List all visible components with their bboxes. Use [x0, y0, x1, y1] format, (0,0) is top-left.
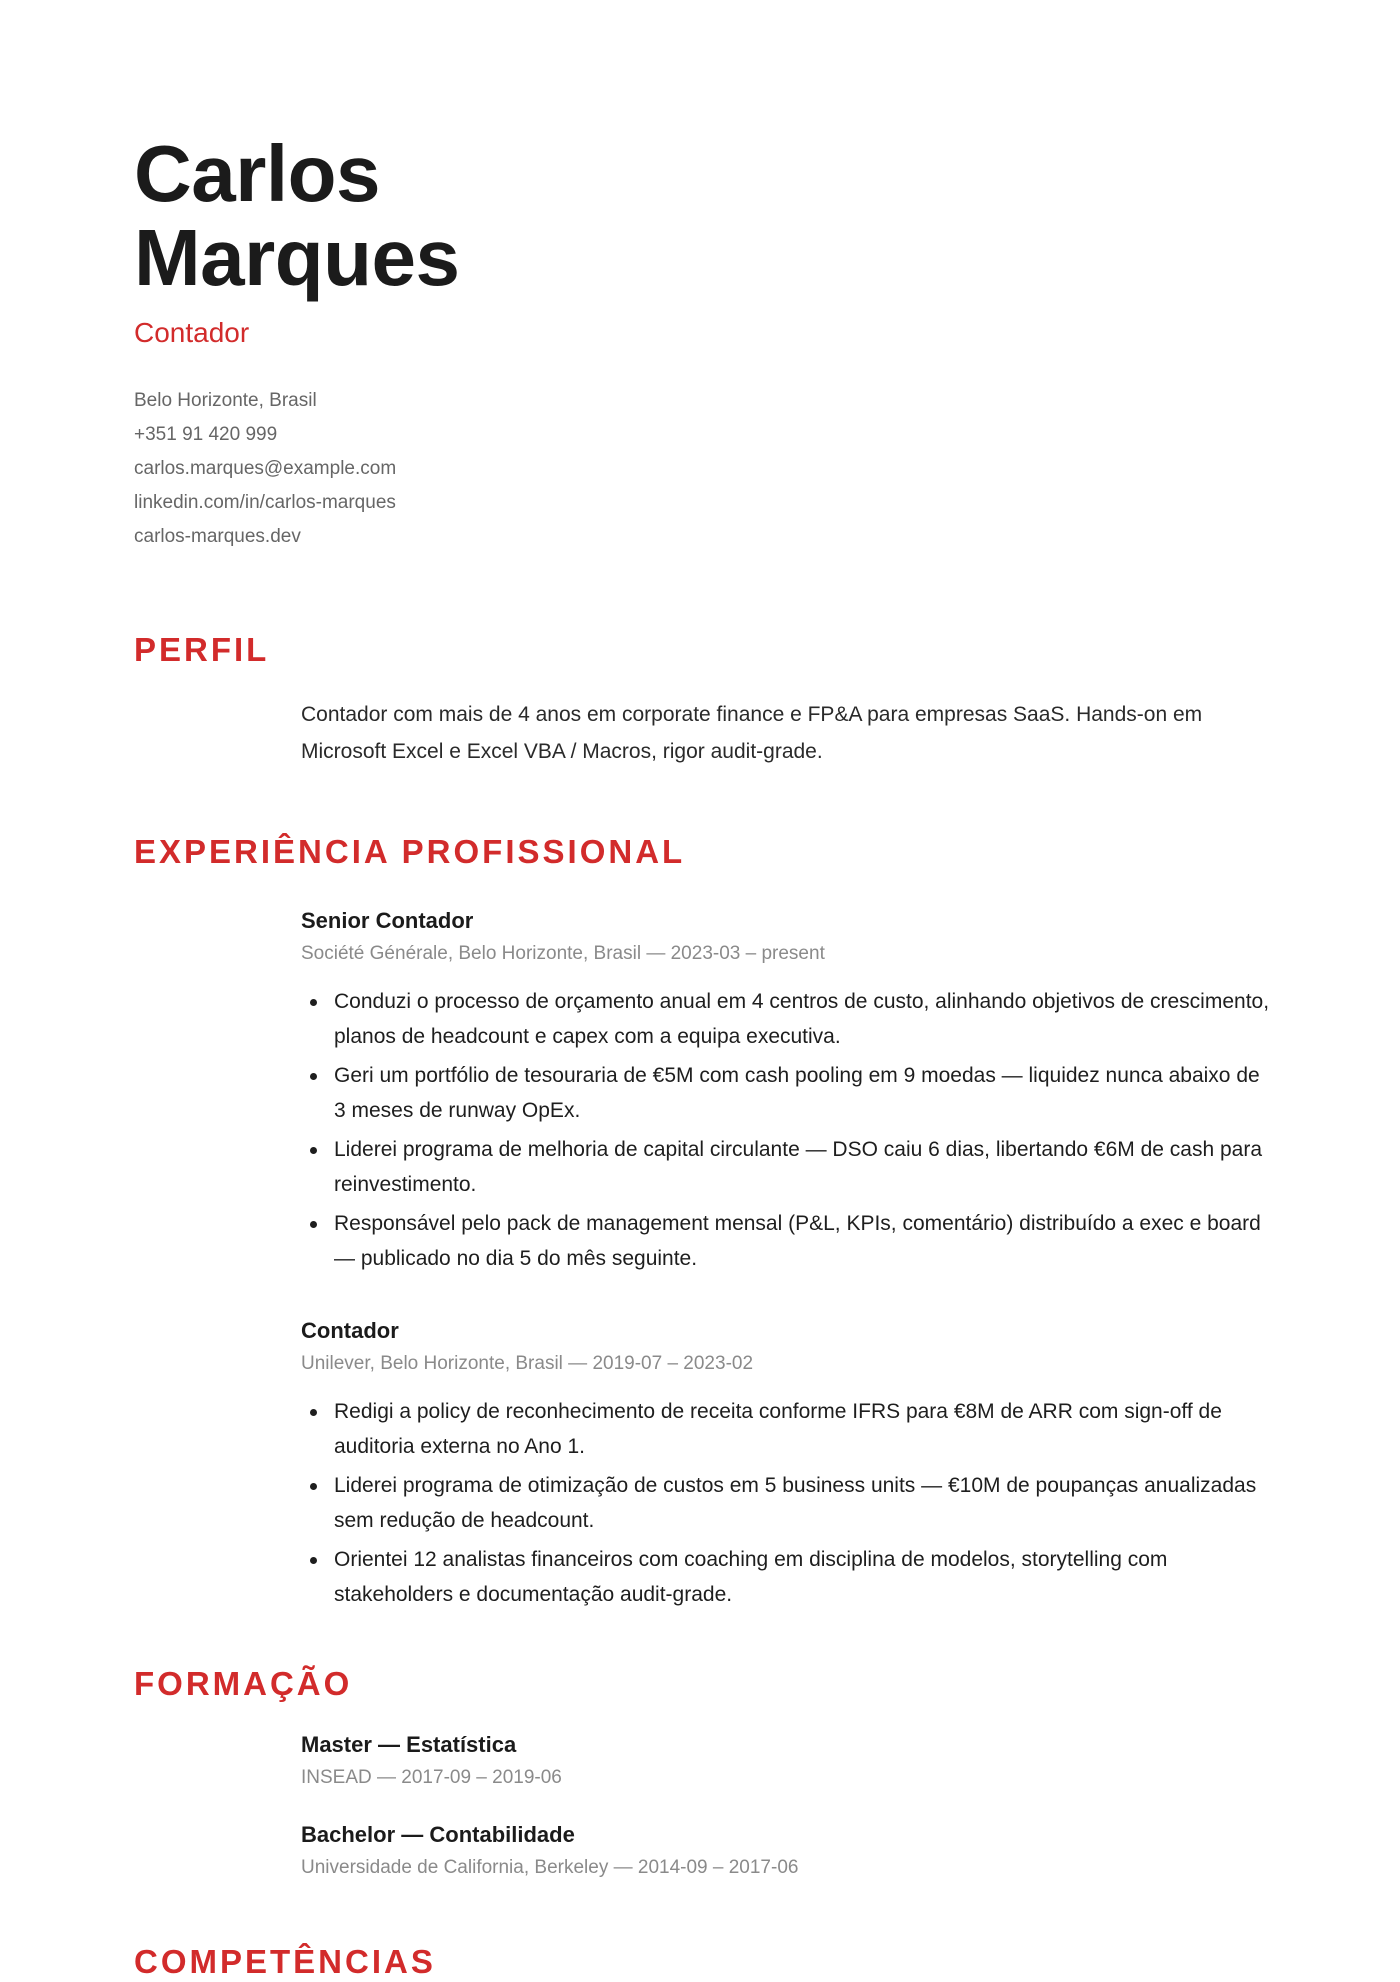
candidate-name [134, 0, 1274, 300]
contact-linkedin: linkedin.com/in/carlos-marques [134, 492, 396, 513]
bullet-dot-icon [310, 1147, 317, 1154]
contact-block [134, 384, 1274, 554]
job-entry [301, 1316, 1274, 1612]
first-name: Carlos [134, 129, 380, 218]
job-bullets [301, 984, 1274, 1276]
job-entry [301, 906, 1274, 1276]
bullet-text: Geri um portfólio de tesouraria de €5M com cash pooling em 9 moedas — liquidez nunca abaixo de 3 meses de runway OpEx. [334, 1064, 1260, 1122]
bullet-text: Liderei programa de otimização de custos em 5 business units — €10M de poupanças anualizadas sem redução de headcount. [334, 1474, 1257, 1532]
bullet-text: Redigi a policy de reconhecimento de receita conforme IFRS para €8M de ARR com sign-off de auditoria externa no Ano 1. [334, 1400, 1222, 1458]
bullet-item [301, 1206, 1274, 1276]
last-name: Marques [134, 213, 460, 302]
bullet-item [301, 1394, 1274, 1464]
resume-page [134, 0, 1274, 1982]
profile-section [301, 696, 1274, 770]
bullet-item [301, 1542, 1274, 1612]
bullet-text: Orientei 12 analistas financeiros com coaching em disciplina de modelos, storytelling com stakeholders e documentação audit-grade. [334, 1548, 1168, 1606]
bullet-dot-icon [310, 1557, 317, 1564]
contact-phone: +351 91 420 999 [134, 424, 278, 445]
bullet-dot-icon [310, 1221, 317, 1228]
contact-email: carlos.marques@example.com [134, 458, 397, 479]
section-title-formacao: FORMAÇÃO [134, 1665, 353, 1702]
bullet-dot-icon [310, 999, 317, 1006]
education-entry [301, 1820, 1274, 1882]
job-role: Contador [134, 317, 250, 348]
bullet-dot-icon [310, 1409, 317, 1416]
job-title: Contador [301, 1318, 399, 1343]
bullet-text: Responsável pelo pack de management mensal (P&L, KPIs, comentário) distribuído a exec e board — publicado no dia 5 do mês seguinte. [334, 1212, 1261, 1270]
education-section [301, 1730, 1274, 1882]
bullet-text: Conduzi o processo de orçamento anual em 4 centros de custo, alinhando objetivos de crescimento, planos de headcount e capex com a equipa executiva. [334, 990, 1270, 1048]
job-title: Senior Contador [301, 908, 474, 933]
job-meta: Société Générale, Belo Horizonte, Brasil — 2023-03 – present [301, 943, 825, 964]
experience-section [301, 906, 1274, 1612]
job-meta: Unilever, Belo Horizonte, Brasil — 2019-07 – 2023-02 [301, 1353, 754, 1374]
bullet-item [301, 1468, 1274, 1538]
contact-website: carlos-marques.dev [134, 526, 301, 547]
education-meta: INSEAD — 2017-09 – 2019-06 [301, 1767, 562, 1788]
education-meta: Universidade de California, Berkeley — 2014-09 – 2017-06 [301, 1857, 799, 1878]
education-degree: Master — Estatística [301, 1732, 517, 1757]
job-bullets [301, 1394, 1274, 1612]
section-title-competencias: COMPETÊNCIAS [134, 1943, 436, 1980]
contact-location: Belo Horizonte, Brasil [134, 390, 317, 411]
bullet-item [301, 984, 1274, 1054]
section-title-perfil: PERFIL [134, 631, 270, 668]
profile-summary: Contador com mais de 4 anos em corporate finance e FP&A para empresas SaaS. Hands-on em Microsoft Excel e Excel VBA / Macros, rigor audit-grade. [301, 703, 1203, 763]
education-degree: Bachelor — Contabilidade [301, 1822, 575, 1847]
education-entry [301, 1730, 1274, 1792]
bullet-item [301, 1132, 1274, 1202]
bullet-item [301, 1058, 1274, 1128]
section-title-experiencia: EXPERIÊNCIA PROFISSIONAL [134, 833, 686, 870]
bullet-text: Liderei programa de melhoria de capital circulante — DSO caiu 6 dias, libertando €6M de cash para reinvestimento. [334, 1138, 1262, 1196]
bullet-dot-icon [310, 1073, 317, 1080]
bullet-dot-icon [310, 1483, 317, 1490]
